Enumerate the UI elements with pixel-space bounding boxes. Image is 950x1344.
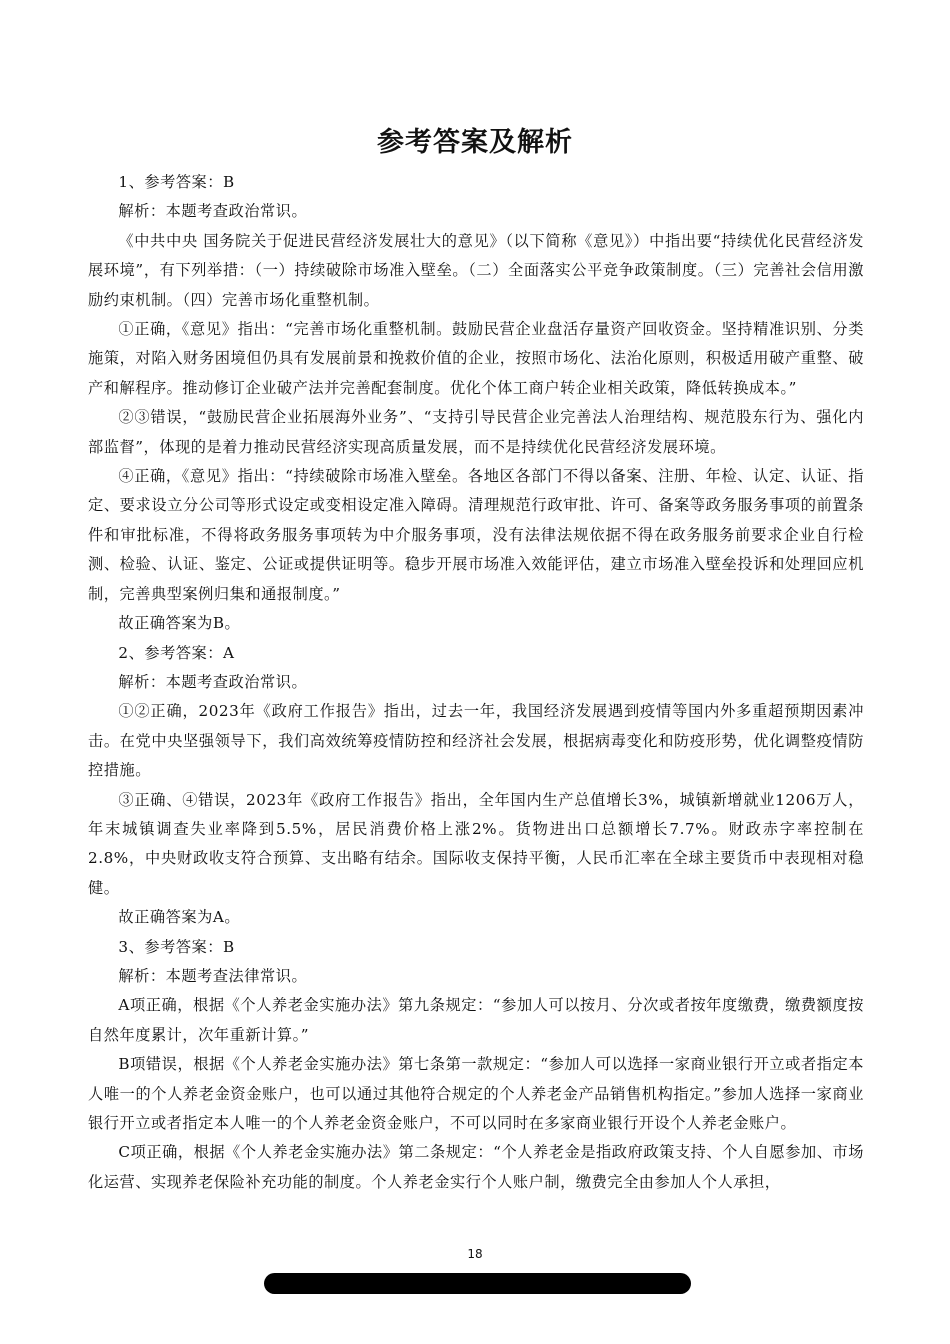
body-paragraph: C项正确，根据《个人养老金实施办法》第二条规定：“个人养老金是指政府政策支持、个人自愿参加、市场化运营、实现养老保险补充功能的制度。个人养老金实行个人账户制，缴费完全由参加人个人承担， xyxy=(88,1143,864,1191)
conclusion: 故正确答案为B。 xyxy=(118,614,241,633)
body-paragraph: ④正确，《意见》指出：“持续破除市场准入壁垒。各地区各部门不得以备案、注册、年检、认定、认证、指定、要求设立分公司等形式设定或变相设定准入障碍。清理规范行政审批、许可、备案等政务服务事项的前置条件和审批标准，不得将政务服务事项转为中介服务事项，没有法律法规依据不得在政务服务前要求企业自行检测、检验、认证、鉴定、公证或提供证明等。稳步开展市场准入效能评估，建立市场准入壁垒投诉和处理回应机制，完善典型案例归集和通报制度。” xyxy=(88,467,864,603)
answer-1-heading: 1、参考答案：B xyxy=(118,173,235,191)
analysis-label: 解析：本题考查政治常识。 xyxy=(118,202,308,221)
body-paragraph: 《中共中央 国务院关于促进民营经济发展壮大的意见》（以下简称《意见》）中指出要“持续优化民营经济发展环境”，有下列举措：（一）持续破除市场准入壁垒。（二）全面落实公平竞争政策制度。（三）完善社会信用激励约束机制。（四）完善市场化重整机制。 xyxy=(88,231,864,309)
document-body xyxy=(88,168,864,1197)
analysis-label: 解析：本题考查政治常识。 xyxy=(118,672,308,691)
page-number: 18 xyxy=(467,1247,483,1261)
answer-3-heading: 3、参考答案：B xyxy=(118,937,235,956)
conclusion: 故正确答案为A。 xyxy=(118,908,241,927)
answer-2-heading: 2、参考答案：A xyxy=(118,643,235,662)
body-paragraph: ①②正确，2023年《政府工作报告》指出，过去一年，我国经济发展遇到疫情等国内外多重超预期因素冲击。在党中央坚强领导下，我们高效统筹疫情防控和经济社会发展，根据病毒变化和防疫形势，优化调整疫情防控措施。 xyxy=(88,702,864,780)
body-paragraph: ①正确，《意见》指出：“完善市场化重整机制。鼓励民营企业盘活存量资产回收资金。坚持精准识别、分类施策，对陷入财务困境但仍具有发展前景和挽救价值的企业，按照市场化、法治化原则，积极适用破产重整、破产和解程序。推动修订企业破产法并完善配套制度。优化个体工商户转企业相关政策，降低转换成本。” xyxy=(88,320,864,397)
home-indicator-bar[interactable] xyxy=(264,1273,691,1294)
analysis-label: 解析：本题考查法律常识。 xyxy=(118,966,308,985)
body-paragraph: B项错误，根据《个人养老金实施办法》第七条第一款规定：“参加人可以选择一家商业银行开立或者指定本人唯一的个人养老金资金账户，也可以通过其他符合规定的个人养老金产品销售机构指定。”参加人选择一家商业银行开立或者指定本人唯一的个人养老金资金账户，不可以同时在多家商业银行开设个人养老金账户。 xyxy=(88,1055,864,1132)
body-paragraph: ③正确、④错误，2023年《政府工作报告》指出，全年国内生产总值增长3%，城镇新增就业1206万人，年末城镇调查失业率降到5.5%，居民消费价格上涨2%。货物进出口总额增长7.7%。财政赤字率控制在2.8%，中央财政收支符合预算、支出略有结余。国际收支保持平衡，人民币汇率在全球主要货币中表现相对稳健。 xyxy=(88,790,864,897)
page-title: 参考答案及解析 xyxy=(377,127,573,158)
body-paragraph: ②③错误，“鼓励民营企业拓展海外业务”、“支持引导民营企业完善法人治理结构、规范股东行为、强化内部监督”，体现的是着力推动民营经济实现高质量发展，而不是持续优化民营经济发展环境。 xyxy=(88,408,864,456)
body-paragraph: A项正确，根据《个人养老金实施办法》第九条规定：“参加人可以按月、分次或者按年度缴费，缴费额度按自然年度累计，次年重新计算。” xyxy=(88,996,864,1044)
